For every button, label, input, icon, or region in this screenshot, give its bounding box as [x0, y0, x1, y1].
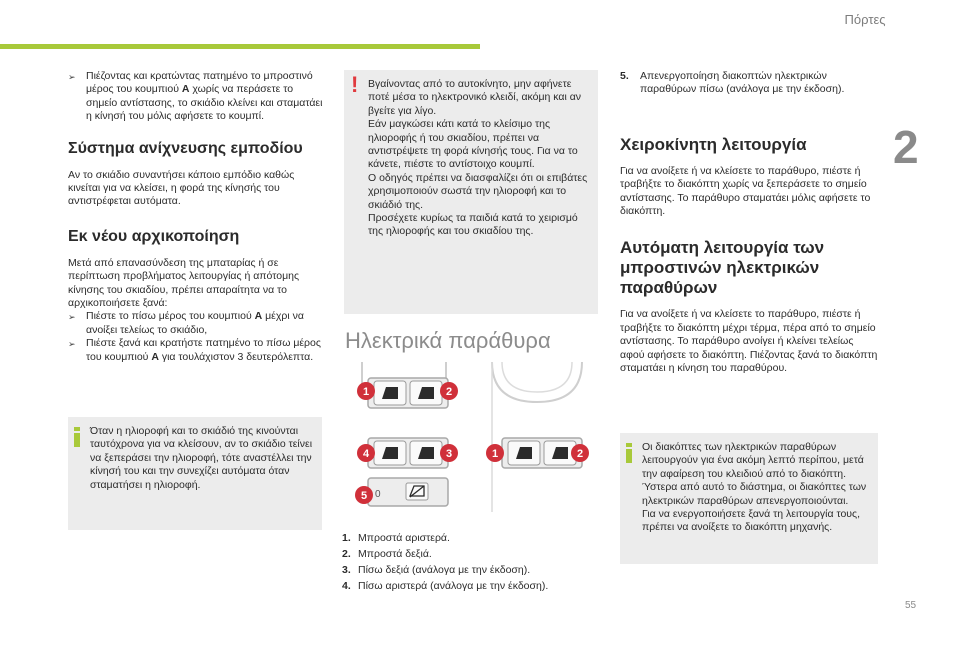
reinit-bullet-2: ➢ Πιέστε ξανά και κρατήστε πατημένο το πίσω μέρος του κουμπιού A για τουλάχιστον 3 δευτερόλεπτα.	[68, 337, 321, 363]
info-icon	[74, 427, 80, 447]
windows-info-box	[620, 433, 878, 564]
warning-box	[344, 70, 598, 314]
console-inner-outline	[502, 362, 572, 392]
info-icon	[626, 443, 632, 463]
manual-text: Για να ανοίξετε ή να κλείσετε το παράθυρο, πιέστε ή τραβήξτε το διακόπτη χωρίς να ξεπεράσετε το σημείο αντίστασης. Το παράθυρο σταματάει μόλις αφήσετε το διακόπτη.	[620, 164, 871, 218]
arrow-icon: ➢	[68, 339, 76, 350]
arrow-icon: ➢	[68, 72, 76, 82]
svg-text:1: 1	[491, 448, 499, 460]
svg-text:5: 5	[360, 490, 368, 502]
svg-text:1: 1	[362, 386, 370, 398]
warning-icon: !	[351, 72, 359, 97]
list-item: 2. Μπροστά δεξιά.	[342, 548, 432, 560]
windows-title: Ηλεκτρικά παράθυρα	[345, 328, 551, 353]
reinit-title: Εκ νέου αρχικοποίηση	[68, 227, 240, 245]
arrow-icon: ➢	[68, 312, 76, 323]
reinit-text: Μετά από επανασύνδεση της μπαταρίας ή σε περίπτωση προβλήματος λειτουργίας ή απότομης κίνησης του σκιαδίου, πρέπει απαραίτητα να το αρχικοποιήσετε ξανά:	[68, 256, 300, 310]
window-switches-illustration	[342, 362, 598, 520]
sunblind-info-box	[68, 417, 322, 530]
list-item: 3. Πίσω δεξιά (ανάλογα με την έκδοση).	[342, 564, 531, 576]
badge	[571, 444, 589, 462]
switch-list	[342, 530, 548, 594]
sunblind-info-text: Όταν η ηλιοροφή και το σκιάδιό της κινούνται ταυτόχρονα για να κλείσουν, αν το σκιάδιο τείνει να ξεπεράσει την ηλιοροφή, τότε αναστέλλει την κίνησή του και την συνεχίζει αυτόματα όταν σταματήσει η ηλιοροφή.	[90, 425, 313, 491]
page-number: 55	[905, 600, 917, 611]
badge	[357, 382, 375, 400]
list-item: 4. Πίσω αριστερά (ανάλογα με την έκδοση).	[342, 580, 549, 592]
left-column	[68, 70, 324, 364]
badge	[357, 444, 375, 462]
intro-bullet: ➢ Πιέζοντας και κρατώντας πατημένο το μπροστινό μέρος του κουμπιού A χωρίς να περάσετε το σημείο αντίστασης, το σκιάδιο κλείνει και σταματάει η κίνησή του μόλις αφήσετε το κουμπί.	[68, 70, 323, 123]
obstacle-text: Αν το σκιάδιο συναντήσει κάποιο εμπόδιο καθώς κινείται για να κλείσει, η φορά της κίνησής του αντιστρέφεται αυτόματα.	[68, 168, 295, 208]
list-item: 1. Μπροστά αριστερά.	[342, 532, 450, 544]
auto-title: Αυτόματη λειτουργία των μπροστινών ηλεκτρικών παραθύρων	[620, 238, 825, 298]
accent-bar	[0, 44, 480, 49]
badge	[486, 444, 504, 462]
badge	[440, 382, 458, 400]
console-outline-right	[492, 362, 582, 402]
svg-text:2: 2	[576, 448, 584, 460]
lock-label: 0	[375, 489, 381, 500]
chapter-number: 2	[893, 121, 919, 173]
reinit-bullet-1: ➢ Πιέστε το πίσω μέρος του κουμπιού A μέχρι να ανοίξει τελείως το σκιάδιο,	[68, 310, 304, 336]
badge	[355, 486, 373, 504]
warning-text: Βγαίνοντας από το αυτοκίνητο, μην αφήνετε ποτέ μέσα το ηλεκτρονικό κλειδί, ακόμη και αν βγείτε για λίγο. Εάν μαγκώσει κάτι κατά το κλείσιμο της ηλιοροφής ή του σκιαδίου, πρέπει να αντιστρέψετε τη φορά κίνησής τους. Για να το κάνετε, πιέστε το αντίστοιχο κουμπί. Ο οδηγός πρέπει να διασφαλίζει ότι οι επιβάτες χρησιμοποιούν σωστά την ηλιοροφή και το σκιάδιό της. Προσέχετε κυρίως τα παιδιά κατά το χειρισμό της ηλιοροφής και του σκιαδίου της.	[368, 78, 588, 238]
right-column	[620, 70, 878, 375]
svg-text:2: 2	[445, 386, 453, 398]
windows-info-text: Οι διακόπτες των ηλεκτρικών παραθύρων λειτουργούν για ένα ακόμη λεπτό περίπου, μετά την αφαίρεση του κλειδιού από το διακόπτη. Ύστερα από αυτό το διάστημα, οι διακόπτες των ηλεκτρικών παραθύρων απενεργοποιούνται. Για να ενεργοποιήσετε ξανά τη λειτουργία τους, πρέπει να ανοίξετε το διακόπτη μηχανής.	[642, 441, 867, 534]
section-label: Πόρτες	[844, 12, 886, 27]
svg-text:3: 3	[445, 448, 453, 460]
list-item-5: 5. Απενεργοποίηση διακοπτών ηλεκτρικών παραθύρων πίσω (ανάλογα με την έκδοση).	[620, 70, 845, 96]
auto-text: Για να ανοίξετε ή να κλείσετε το παράθυρο, πιέστε ή τραβήξτε το διακόπτη μέχρι τέρμα, πέρα από το σημείο αντίστασης. Το παράθυρο ανοίγει ή κλείνει τελείως αφού αφήσετε το διακόπτη. Πιέζοντας ξανά το διακόπτη σταματάει η κίνηση του παραθύρου.	[620, 308, 878, 375]
badge	[440, 444, 458, 462]
manual-title: Χειροκίνητη λειτουργία	[620, 134, 807, 154]
obstacle-title: Σύστημα ανίχνευσης εμποδίου	[68, 139, 303, 157]
svg-text:4: 4	[362, 448, 370, 460]
